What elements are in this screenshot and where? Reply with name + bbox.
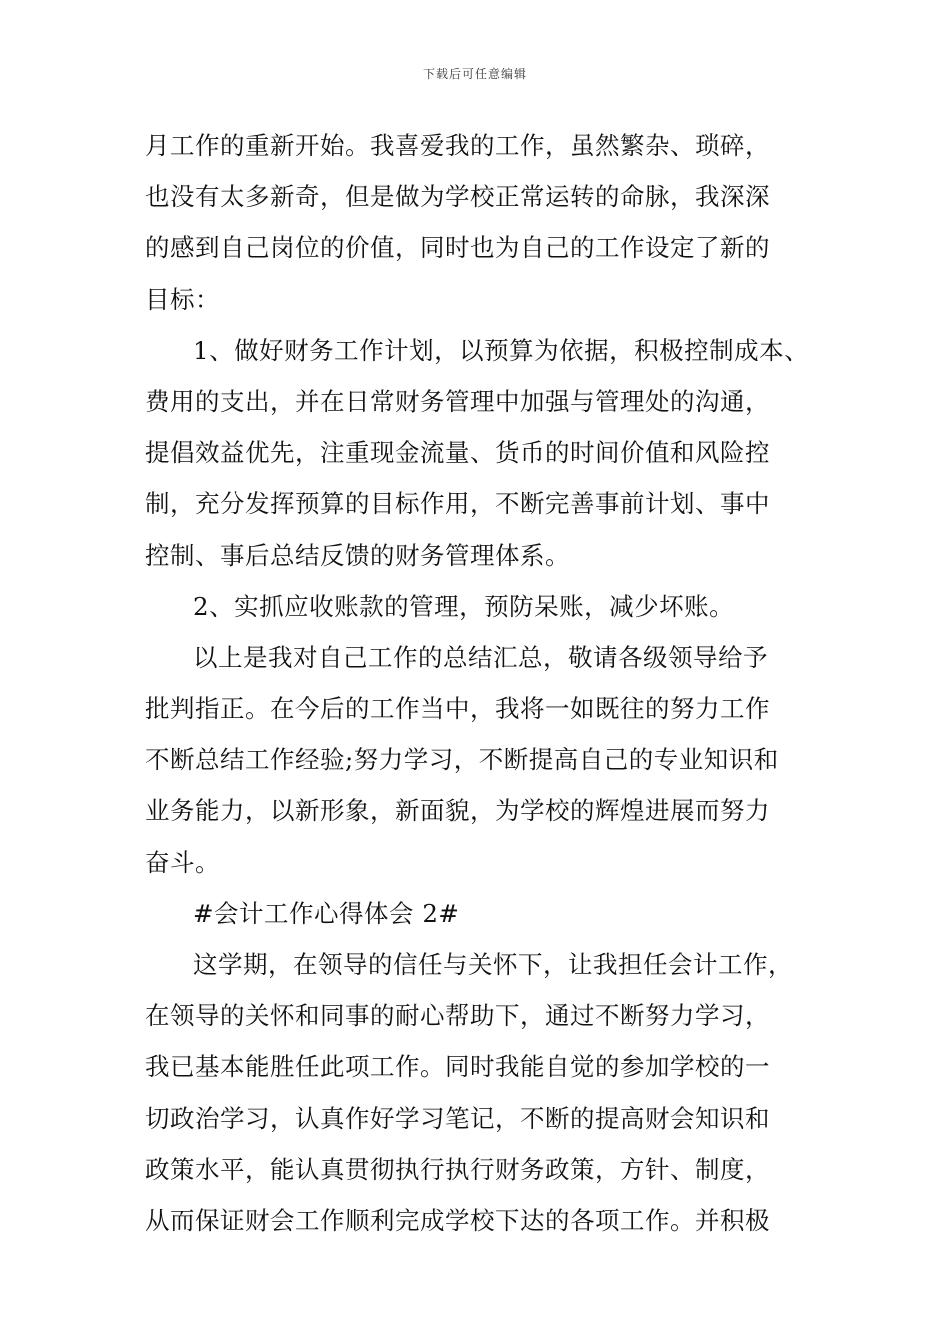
text-line: 批判指正。在今后的工作当中，我将一如既往的努力工作 <box>145 694 770 724</box>
text-line: 切政治学习，认真作好学习笔记，不断的提高财会知识和 <box>145 1103 770 1133</box>
text-line: 制，充分发挥预算的目标作用，不断完善事前计划、事中 <box>145 489 770 519</box>
page-header: 下载后可任意编辑 <box>422 67 527 81</box>
text-line: 控制、事后总结反馈的财务管理体系。 <box>145 540 570 570</box>
text-line: 也没有太多新奇，但是做为学校正常运转的命脉，我深深 <box>145 182 770 212</box>
text-line: 业务能力，以新形象，新面貌，为学校的辉煌进展而努力 <box>145 796 770 826</box>
text-line: 我已基本能胜任此项工作。同时我能自觉的参加学校的一 <box>145 1052 770 1082</box>
text-line: 在领导的关怀和同事的耐心帮助下，通过不断努力学习， <box>145 1001 770 1031</box>
text-line: 不断总结工作经验;努力学习，不断提高自己的专业知识和 <box>145 745 779 775</box>
text-line: 奋斗。 <box>145 847 220 877</box>
text-line: 政策水平，能认真贯彻执行执行财务政策，方针、制度， <box>145 1154 770 1184</box>
text-line: 从而保证财会工作顺利完成学校下达的各项工作。并积极 <box>145 1205 770 1235</box>
text-line: 目标： <box>145 284 220 314</box>
text-line: 月工作的重新开始。我喜爱我的工作，虽然繁杂、琐碎， <box>145 131 770 160</box>
text-line: 提倡效益优先，注重现金流量、货币的时间价值和风险控 <box>145 438 770 468</box>
text-line: 的感到自己岗位的价值，同时也为自己的工作设定了新的 <box>145 233 770 263</box>
text-line: 这学期，在领导的信任与关怀下，让我担任会计工作， <box>193 950 793 979</box>
text-line: 以上是我对自己工作的总结汇总，敬请各级领导给予 <box>193 642 768 672</box>
text-line: 费用的支出，并在日常财务管理中加强与管理处的沟通， <box>145 386 770 416</box>
section-heading: #会计工作心得体会 2# <box>193 898 460 928</box>
text-line: 2、实抓应收账款的管理，预防呆账，减少坏账。 <box>193 591 735 621</box>
document-body <box>145 127 835 1253</box>
text-line: 1、做好财务工作计划，以预算为依据，积极控制成本、 <box>193 335 810 365</box>
